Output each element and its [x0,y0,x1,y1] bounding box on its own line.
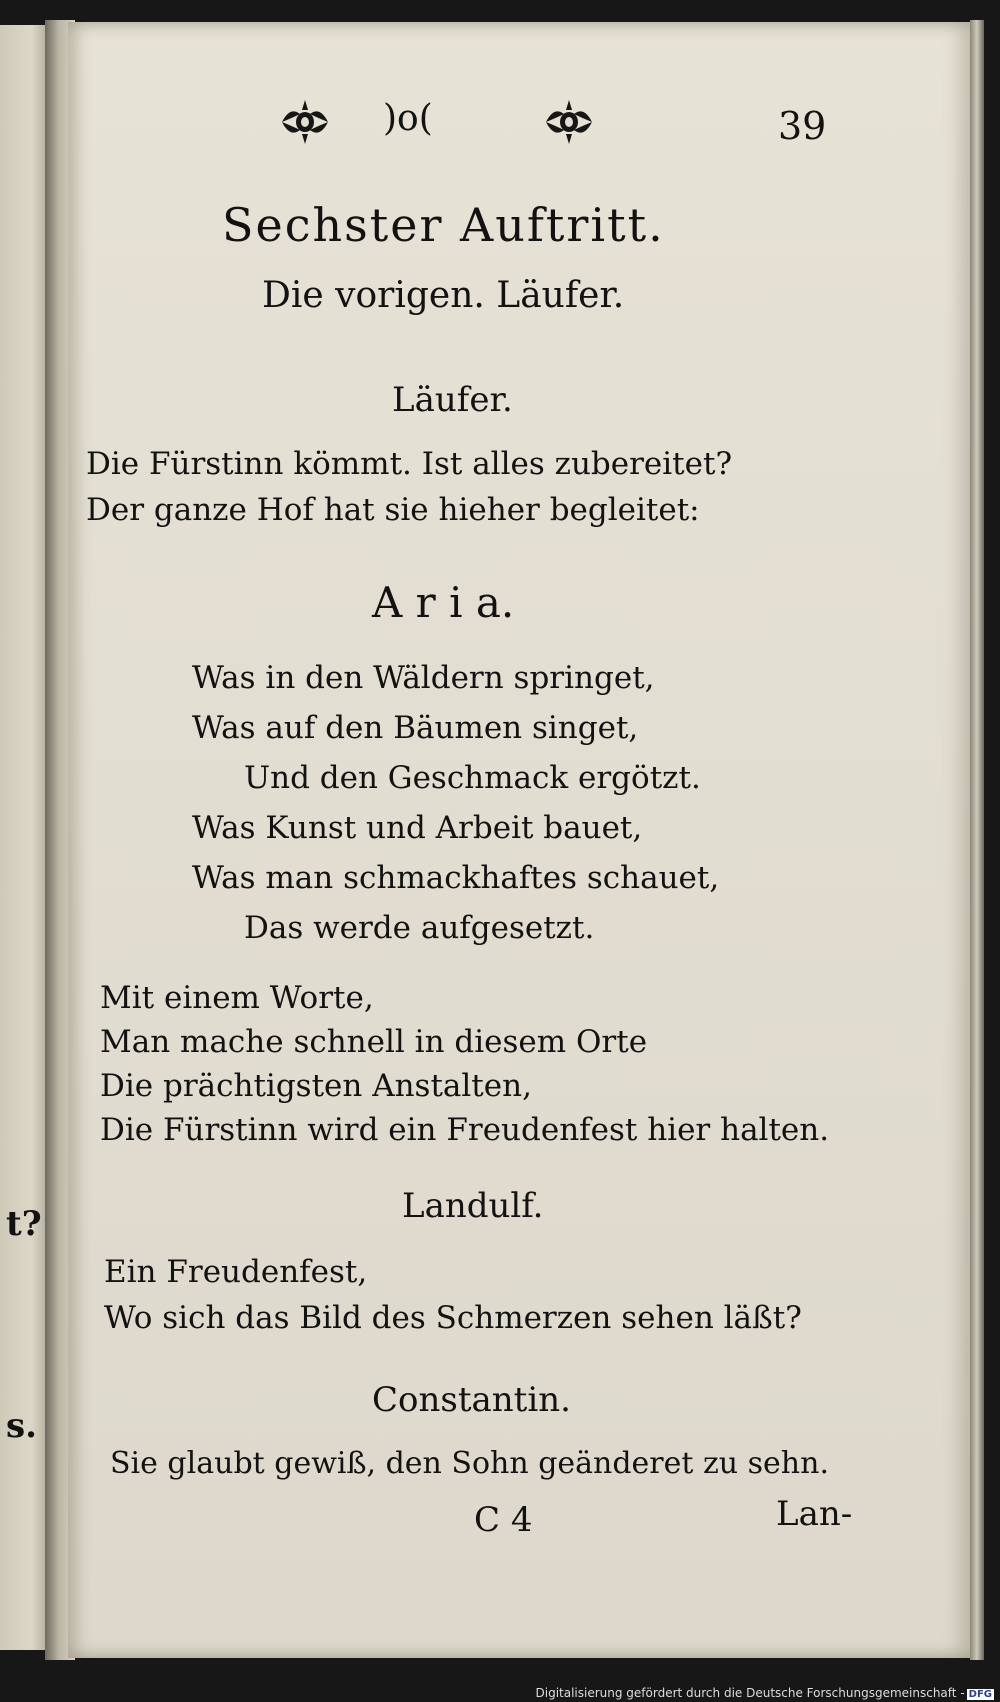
aria-line: Das werde aufgesetzt. [244,910,595,946]
floral-ornament-icon [544,100,594,144]
verse-line: Die Fürstinn wird ein Freudenfest hier halten. [100,1112,830,1148]
dfg-logo: DFG [968,1689,992,1700]
aria-line: Was auf den Bäumen singet, [192,710,639,746]
verse-line: Ein Freudenfest, [104,1254,368,1290]
left-page-fragment: s. [6,1406,37,1446]
verse-line: Man mache schnell in diesem Orte [100,1024,648,1060]
speaker-name: Läufer. [392,380,513,420]
verse-line: Der ganze Hof hat sie hieher begleitet: [86,492,700,528]
right-page-edge [970,20,984,1660]
floral-ornament-icon [280,100,330,144]
verse-line: Sie glaubt gewiß, den Sohn geänderet zu sehn. [110,1446,829,1481]
left-page-fragment: t? [6,1204,42,1244]
aria-line: Was in den Wäldern springet, [192,660,655,696]
scene-cast: Die vorigen. Läufer. [262,275,625,316]
verse-line: Die prächtigsten Anstalten, [100,1068,532,1104]
verse-line: Wo sich das Bild des Schmerzen sehen läßt? [104,1300,802,1336]
signature-mark: C 4 [474,1500,533,1540]
verse-line: Die Fürstinn kömmt. Ist alles zubereitet? [86,446,733,482]
scene-title: Sechster Auftritt. [222,198,665,252]
aria-heading: A r i a. [372,578,515,627]
aria-line: Was Kunst und Arbeit bauet, [192,810,643,846]
header-ornament: )o( [383,98,433,139]
speaker-name: Landulf. [402,1186,544,1226]
digitization-credit [536,1686,995,1700]
aria-line: Und den Geschmack ergötzt. [244,760,701,796]
speaker-name: Constantin. [372,1380,571,1420]
aria-line: Was man schmackhaftes schauet, [192,860,720,896]
verse-line: Mit einem Worte, [100,980,374,1016]
page-number: 39 [778,104,827,148]
catchword: Lan- [776,1494,853,1534]
credit-text: Digitalisierung gefördert durch die Deutsche Forschungsgemeinschaft - [535,1686,965,1700]
